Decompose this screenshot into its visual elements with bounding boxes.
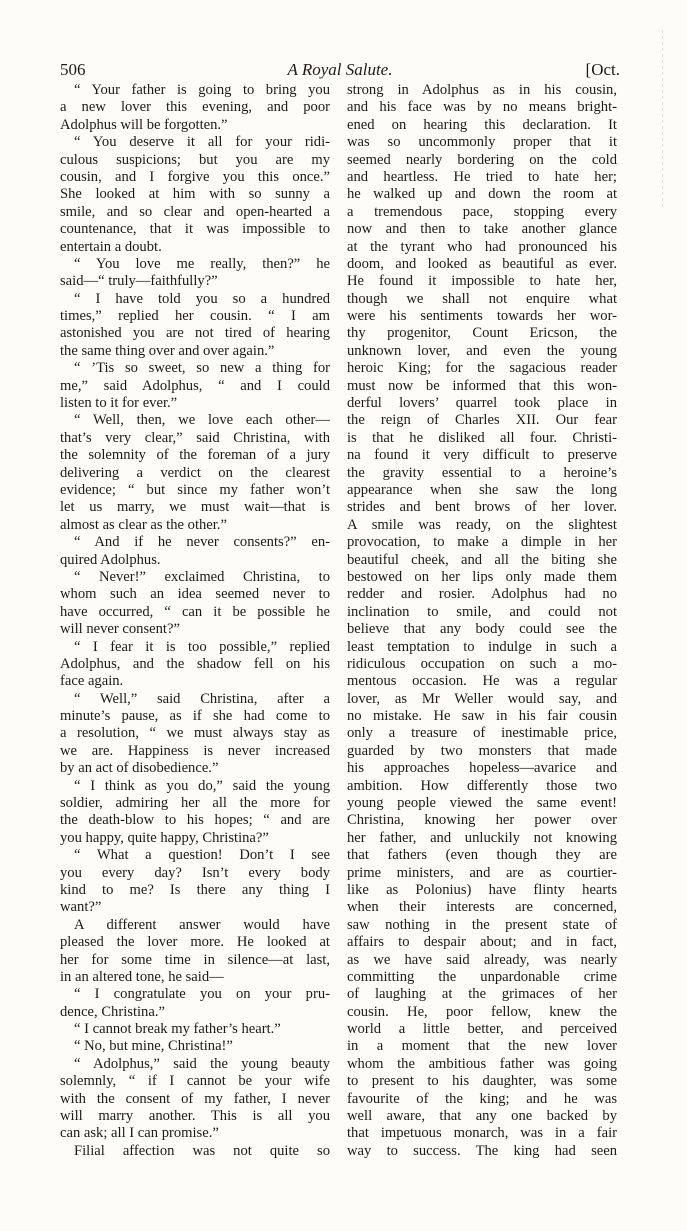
text-line: said—“ truly—faithfully?” bbox=[60, 273, 218, 290]
text-line: must now be informed that this won- bbox=[347, 377, 617, 394]
text-line: like as Polonius) have flinty hearts bbox=[347, 881, 617, 898]
text-line: by an act of disobedience.” bbox=[60, 760, 219, 777]
text-line: lover, as Mr Weller would say, and bbox=[347, 690, 617, 707]
text-line: kind to me? Is there any thing I bbox=[60, 881, 330, 898]
text-line: only a treasure of inestimable price, bbox=[347, 725, 617, 742]
left-column bbox=[60, 82, 330, 1160]
text-line: appearance when she saw the long bbox=[347, 481, 617, 498]
running-header bbox=[60, 60, 620, 84]
text-line: want?” bbox=[60, 899, 102, 916]
text-line: whom the ambitious father was going bbox=[347, 1055, 617, 1072]
text-line: though we shall not enquire what bbox=[347, 290, 617, 307]
text-line: was so uncommonly proper that it bbox=[347, 134, 617, 151]
text-line: ridiculous occupation on such a mo- bbox=[347, 655, 617, 672]
text-line: A different answer would have bbox=[74, 916, 330, 933]
text-line: he walked up and down the room at bbox=[347, 186, 617, 203]
text-line: as we have said already, was nearly bbox=[347, 951, 617, 968]
text-line: “ You love me really, then?” he bbox=[74, 255, 330, 272]
page-number: 506 bbox=[60, 60, 86, 79]
text-line: “ Adolphus,” said the young beauty bbox=[74, 1055, 330, 1072]
text-line: no mistake. He saw in his fair cousin bbox=[347, 708, 617, 725]
text-line: “ No, but mine, Christina!” bbox=[74, 1038, 233, 1055]
text-line: soldier, admiring her all the more for bbox=[60, 795, 330, 812]
text-line: the gravity essential to a heroine’s bbox=[347, 464, 617, 481]
text-line: the reign of Charles XII. Our fear bbox=[347, 412, 617, 429]
text-line: me,” said Adolphus, “ and I could bbox=[60, 377, 330, 394]
text-line: her for some time in silence—at last, bbox=[60, 951, 330, 968]
text-line: when their interests are concerned, bbox=[347, 899, 617, 916]
text-line: times,” replied her cousin. “ I am bbox=[60, 308, 330, 325]
text-line: “ Well, then, we love each other— bbox=[74, 412, 330, 429]
margin-rule bbox=[662, 30, 663, 210]
text-line: minute’s pause, as if she had come to bbox=[60, 708, 330, 725]
text-line: we are. Happiness is never increased bbox=[60, 742, 330, 759]
text-line: let us marry, we must wait—that is bbox=[60, 499, 330, 516]
text-line: can ask; all I can promise.” bbox=[60, 1125, 219, 1142]
text-line: in a moment that the new lover bbox=[347, 1038, 617, 1055]
text-line: her father, and unluckily not knowing bbox=[347, 829, 617, 846]
text-line: the same thing over and over again.” bbox=[60, 342, 275, 359]
text-line: unknown lover, and even the young bbox=[347, 342, 617, 359]
text-line: Adolphus, and the shadow fell on his bbox=[60, 655, 330, 672]
text-line: “ I cannot break my father’s heart.” bbox=[74, 1021, 281, 1038]
text-line: na found it very difficult to preserve bbox=[347, 447, 617, 464]
text-line: guarded by two monsters that made bbox=[347, 742, 617, 759]
text-line: “ I have told you so a hundred bbox=[74, 290, 330, 307]
text-line: believe that any body could see the bbox=[347, 621, 617, 638]
text-line: in an altered tone, he said— bbox=[60, 968, 224, 985]
text-line: “ You deserve it all for your ridi- bbox=[74, 134, 330, 151]
text-line: provocation, to make a dimple in her bbox=[347, 534, 617, 551]
month-label: [Oct. bbox=[585, 60, 620, 79]
text-line: cousin. He, poor fellow, knew the bbox=[347, 1003, 617, 1020]
text-line: and his face was by no means bright- bbox=[347, 99, 617, 116]
text-line: Filial affection was not quite so bbox=[74, 1142, 330, 1159]
text-line: least temptation to indulge in such a bbox=[347, 638, 617, 655]
text-line: mentous occasion. He was a regular bbox=[347, 673, 617, 690]
text-line: now and then to take another glance bbox=[347, 221, 617, 238]
text-line: have occurred, “ can it be possible he bbox=[60, 603, 330, 620]
text-line: delivering a verdict on the clearest bbox=[60, 464, 330, 481]
text-line: culous suspicions; but you are my bbox=[60, 151, 330, 168]
text-line: the solemnity of the foreman of a jury bbox=[60, 447, 330, 464]
text-line: to present to his daughter, was some bbox=[347, 1073, 617, 1090]
text-line: derful lovers’ quarrel took place in bbox=[347, 395, 617, 412]
text-line: ambition. How differently those two bbox=[347, 777, 617, 794]
text-line: He found it impossible to hate her, bbox=[347, 273, 617, 290]
text-line: “ What a question! Don’t I see bbox=[74, 847, 330, 864]
text-line: quired Adolphus. bbox=[60, 551, 161, 568]
text-line: strong in Adolphus as in his cousin, bbox=[347, 82, 617, 98]
text-line: well aware, that any one backed by bbox=[347, 1108, 617, 1125]
text-line: way to success. The king had seen bbox=[347, 1142, 617, 1159]
text-line: were his sentiments towards her wor- bbox=[347, 308, 617, 325]
text-line: entertain a doubt. bbox=[60, 238, 162, 255]
text-line: the death-blow to his hopes; “ and are bbox=[60, 812, 330, 829]
text-line: face again. bbox=[60, 673, 124, 690]
text-line: will marry another. This is all you bbox=[60, 1108, 330, 1125]
text-line: of laughing at the grimaces of her bbox=[347, 986, 617, 1003]
text-line: seemed nearly bordering on the cold bbox=[347, 151, 617, 168]
text-line: countenance, that it was impossible to bbox=[60, 221, 330, 238]
text-line: you happy, quite happy, Christina?” bbox=[60, 829, 269, 846]
text-line: “ Never!” exclaimed Christina, to bbox=[74, 568, 330, 585]
text-line: “ I congratulate you on your pru- bbox=[74, 986, 330, 1003]
text-line: affairs to despair about; and in fact, bbox=[347, 934, 617, 951]
text-line: whom such an idea seemed never to bbox=[60, 586, 330, 603]
text-line: evidence; “ but since my father won’t bbox=[60, 481, 330, 498]
text-line: listen to it for ever.” bbox=[60, 395, 178, 412]
text-line: saw nothing in the present state of bbox=[347, 916, 617, 933]
text-line: a resolution, “ we must always stay as bbox=[60, 725, 330, 742]
text-line: is that he disliked all four. Christi- bbox=[347, 429, 617, 446]
text-line: his approaches hopeless—avarice and bbox=[347, 760, 617, 777]
text-line: “ And if he never consents?” en- bbox=[74, 534, 330, 551]
text-line: you every day? Isn’t every body bbox=[60, 864, 330, 881]
text-line: bestowed on her lips only made them bbox=[347, 568, 617, 585]
text-line: that’s very clear,” said Christina, with bbox=[60, 429, 330, 446]
text-line: at the tyrant who had pronounced his bbox=[347, 238, 617, 255]
text-line: world a little better, and perceived bbox=[347, 1021, 617, 1038]
text-line: that fathers (even though they are bbox=[347, 847, 617, 864]
text-line: “ I think as you do,” said the young bbox=[74, 777, 330, 794]
text-line: Adolphus will be forgotten.” bbox=[60, 116, 228, 133]
text-line: redder and rosier. Adolphus had no bbox=[347, 586, 617, 603]
running-title: A Royal Salute. bbox=[287, 60, 393, 79]
text-line: A smile was ready, on the slightest bbox=[347, 516, 617, 533]
text-line: heroic King; for the sagacious reader bbox=[347, 360, 617, 377]
right-column bbox=[347, 82, 617, 1160]
text-line: “ I fear it is too possible,” replied bbox=[74, 638, 330, 655]
text-line: and heartless. He tried to hate her; bbox=[347, 168, 617, 185]
text-line: “ Your father is going to bring you bbox=[74, 82, 330, 98]
text-line: a new lover this evening, and poor bbox=[60, 99, 330, 116]
text-line: cousin, and I forgive you this once.” bbox=[60, 168, 330, 185]
text-line: astonished you are not tired of hearing bbox=[60, 325, 330, 342]
text-line: a tremendous pace, stopping every bbox=[347, 203, 617, 220]
text-line: pleased the lover more. He looked at bbox=[60, 934, 330, 951]
text-line: that impetuous monarch, was in a fair bbox=[347, 1125, 617, 1142]
text-line: with the consent of my father, I never bbox=[60, 1090, 330, 1107]
text-line: beautiful cheek, and all the biting she bbox=[347, 551, 617, 568]
text-line: committing the unpardonable crime bbox=[347, 968, 617, 985]
text-line: solemnly, “ if I cannot be your wife bbox=[60, 1073, 330, 1090]
text-line: almost as clear as the other.” bbox=[60, 516, 227, 533]
text-line: ened on hearing this declaration. It bbox=[347, 116, 617, 133]
text-line: She looked at him with so sunny a bbox=[60, 186, 330, 203]
text-line: young people viewed the same event! bbox=[347, 795, 617, 812]
text-line: Christina, knowing her power over bbox=[347, 812, 617, 829]
text-line: will never consent?” bbox=[60, 621, 180, 638]
text-line: strides and bent brows of her lover. bbox=[347, 499, 617, 516]
text-line: doom, and looked as beautiful as ever. bbox=[347, 255, 617, 272]
text-line: dence, Christina.” bbox=[60, 1003, 165, 1020]
text-line: smile, and so clear and open-hearted a bbox=[60, 203, 330, 220]
text-line: inclination to smile, and could not bbox=[347, 603, 617, 620]
text-line: “ ’Tis so sweet, so new a thing for bbox=[74, 360, 330, 377]
text-line: prime ministers, and are as courtier- bbox=[347, 864, 617, 881]
text-line: favourite of the king; and he was bbox=[347, 1090, 617, 1107]
text-line: thy progenitor, Count Ericson, the bbox=[347, 325, 617, 342]
text-line: “ Well,” said Christina, after a bbox=[74, 690, 330, 707]
